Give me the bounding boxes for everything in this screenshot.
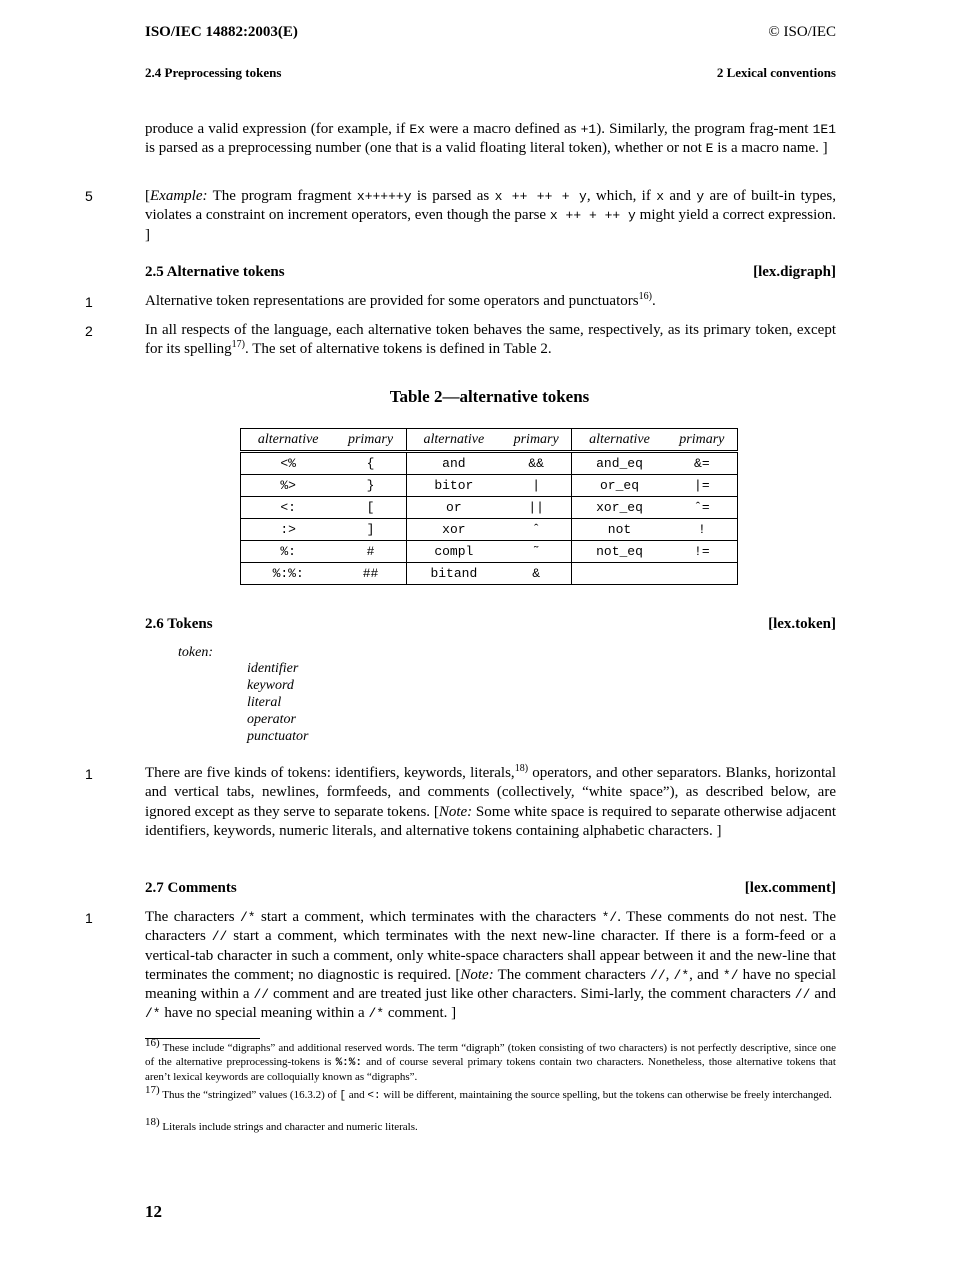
grammar-alternative: keyword xyxy=(247,678,294,693)
column-header: alternative xyxy=(572,429,667,452)
table-cell: or xyxy=(406,497,501,519)
table-row xyxy=(241,541,738,563)
table-row xyxy=(241,563,738,585)
footnote-ref-16: 16) xyxy=(638,291,652,302)
continuation-paragraph: produce a valid expression (for example, if Ex were a macro defined as +1). Similarly, the program frag-ment 1E1 is parsed as a preprocessing number (one that is a valid floating literal token), whether or not E is a macro name. ] xyxy=(145,121,836,157)
table-cell: :> xyxy=(241,519,336,541)
table-cell: & xyxy=(501,563,572,585)
paragraph-number: 1 xyxy=(85,294,93,310)
document-id: ISO/IEC 14882:2003(E) xyxy=(145,24,298,40)
grammar-alternative: punctuator xyxy=(247,729,309,744)
table-cell: ˆ xyxy=(501,519,572,541)
copyright-notice: © ISO/IEC xyxy=(768,24,836,40)
section-title-comments: 2.7 Comments xyxy=(145,880,237,896)
table-cell: |= xyxy=(667,475,738,497)
table-cell: ## xyxy=(335,563,406,585)
table-cell: &= xyxy=(667,452,738,475)
table-cell: bitand xyxy=(406,563,501,585)
column-header: alternative xyxy=(406,429,501,452)
footnote-separator xyxy=(145,1038,260,1039)
table-cell: xor xyxy=(406,519,501,541)
table-cell: xor_eq xyxy=(572,497,667,519)
alternative-tokens-table xyxy=(240,428,738,585)
paragraph-number: 1 xyxy=(85,766,93,782)
table-cell: bitor xyxy=(406,475,501,497)
table-cell: ! xyxy=(667,519,738,541)
column-header: alternative xyxy=(241,429,336,452)
table-cell: or_eq xyxy=(572,475,667,497)
table-cell: # xyxy=(335,541,406,563)
grammar-alternative: operator xyxy=(247,712,296,727)
table-cell xyxy=(572,563,667,585)
table-cell: ˜ xyxy=(501,541,572,563)
grammar-alternative: literal xyxy=(247,695,282,710)
table-cell: != xyxy=(667,541,738,563)
table-cell: %:%: xyxy=(241,563,336,585)
grammar-alternative: identifier xyxy=(247,661,299,676)
table-cell: | xyxy=(501,475,572,497)
comments-paragraph: The characters /* start a comment, which terminates with the characters */. These comments do not nest. The characters // start a comment, which terminates with the next new-line character. If there is a form-feed or a vertical-tab character in such a comment, only white-space characters shall appear between it and the new-line that terminates the comment; no diagnostic is required. [Note: The comment characters //, /*, and */ have no special meaning within a // comment and are treated just like other characters. Simi-larly, the comment characters // and /* have no special meaning within a /* comment. ] xyxy=(145,909,836,1022)
column-header: primary xyxy=(667,429,738,452)
footnote-18: 18) Literals include strings and character and numeric literals. xyxy=(145,1116,418,1133)
paragraph-number: 2 xyxy=(85,323,93,339)
table-cell: ] xyxy=(335,519,406,541)
footnote-16: 16) These include “digraphs” and additional reserved words. The term “digraph” (token consisting of two characters) is not perfectly descriptive, since one of the alternative preprocessing-tokens is %:%: and of course several primary tokens contain two characters. Nonetheless, those alternative tokens that aren’t lexical keywords are colloquially known as “digraphs”. xyxy=(145,1037,836,1083)
page-number: 12 xyxy=(145,1202,162,1221)
running-section-right: 2 Lexical conventions xyxy=(716,65,836,80)
footnote-ref-18: 18) xyxy=(514,763,529,774)
table-cell: and xyxy=(406,452,501,475)
table-row xyxy=(241,519,738,541)
table-cell: %> xyxy=(241,475,336,497)
footnote-ref-17: 17) xyxy=(231,339,246,351)
section-tag-lex-comment: [lex.comment] xyxy=(744,880,836,896)
alternative-tokens-paragraph-1: Alternative token representations are provided for some operators and punctuators$^{16)}$. xyxy=(145,291,656,309)
section-title-tokens: 2.6 Tokens xyxy=(145,616,213,632)
tokens-paragraph: There are five kinds of tokens: identifiers, keywords, literals,$^{18)}$ operators, and other separators. Blanks, horizontal and vertical tabs, newlines, formfeeds, and comments (collectively, “white space”), as described below, are ignored except as they serve to separate tokens. [Note: Some white space is required to separate otherwise adjacent identifiers, keywords, numeric literals, and alternative tokens containing alphabetic characters. ] xyxy=(145,763,837,839)
table-cell: || xyxy=(501,497,572,519)
table-header-row xyxy=(241,429,738,452)
table-cell: <: xyxy=(241,497,336,519)
alternative-tokens-paragraph-2: In all respects of the language, each alternative token behaves the same, respectively, as its primary token, except for its spelling$^{17)}$. The set of alternative tokens is defined in Table 2. xyxy=(145,322,836,358)
table-row xyxy=(241,475,738,497)
example-paragraph: [Example: The program fragment x+++++y is parsed as x ++ ++ + y, which, if x and y are of built-in types, violates a constraint on increment operators, even though the parse x ++ + ++ y might yield a correct expression. ] xyxy=(145,188,837,243)
section-tag-lex-digraph: [lex.digraph] xyxy=(753,264,836,280)
grammar-nonterminal: token: xyxy=(178,645,213,660)
table-cell: && xyxy=(501,452,572,475)
table-cell: compl xyxy=(406,541,501,563)
table-cell: not_eq xyxy=(572,541,667,563)
section-title-alternative-tokens: 2.5 Alternative tokens xyxy=(145,264,285,280)
table-cell: not xyxy=(572,519,667,541)
table-cell: %: xyxy=(241,541,336,563)
column-header: primary xyxy=(501,429,572,452)
footnote-17: 17) Thus the “stringized” values (16.3.2) of [ and <: will be different, maintaining the source spelling, but the tokens can otherwise be freely interchanged. xyxy=(145,1084,832,1102)
table-cell: { xyxy=(335,452,406,475)
paragraph-number: 1 xyxy=(85,910,93,926)
table-cell: and_eq xyxy=(572,452,667,475)
column-header: primary xyxy=(335,429,406,452)
table-cell: } xyxy=(335,475,406,497)
table-caption: Table 2—alternative tokens xyxy=(389,387,590,406)
running-section-left: 2.4 Preprocessing tokens xyxy=(145,65,282,80)
paragraph-number: 5 xyxy=(85,188,93,204)
table-cell: [ xyxy=(335,497,406,519)
section-tag-lex-token: [lex.token] xyxy=(768,616,836,632)
table-row xyxy=(241,452,738,475)
table-cell xyxy=(667,563,738,585)
table-cell: ˆ= xyxy=(667,497,738,519)
table-row xyxy=(241,497,738,519)
table-cell: <% xyxy=(241,452,336,475)
